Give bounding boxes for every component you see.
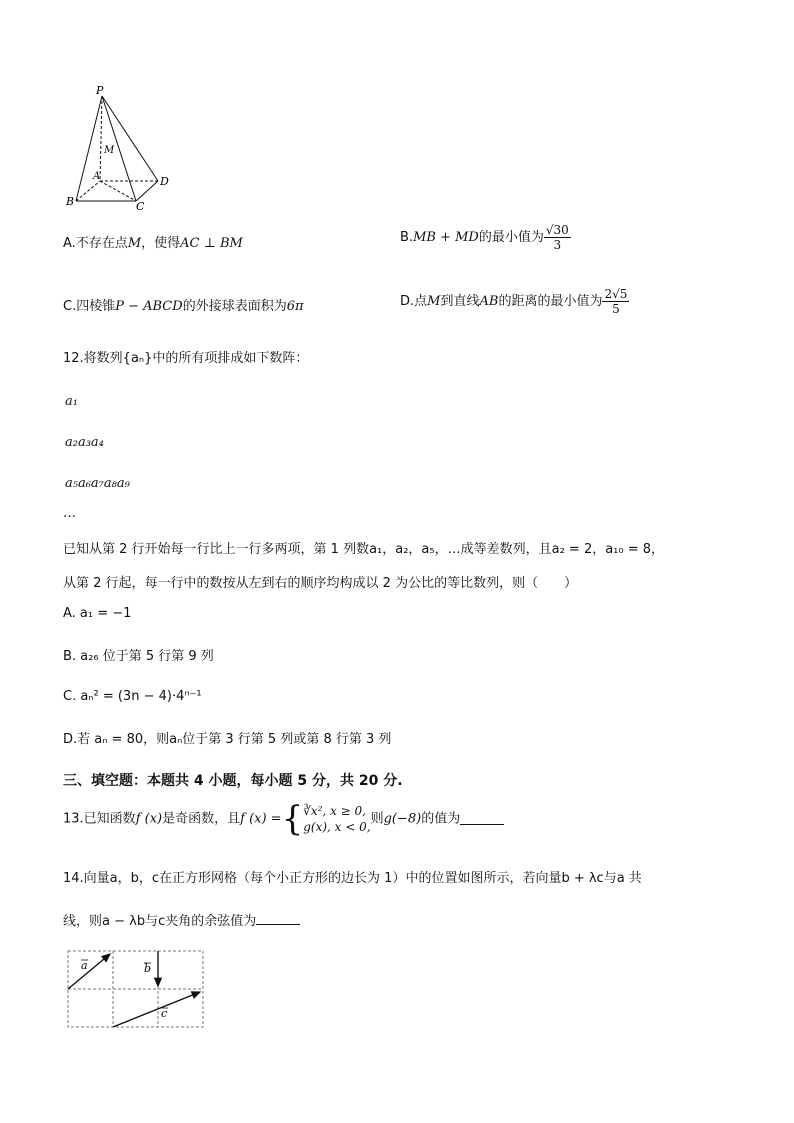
pyramid-figure <box>60 84 190 212</box>
q11-b-expr: MB + MD <box>413 230 479 245</box>
q11-d-den: 5 <box>612 302 620 316</box>
q12-row4: … <box>63 506 76 521</box>
q11-c-prefix: C.四棱锥 <box>63 299 116 314</box>
q12-option-d: D.若 aₙ = 80，则aₙ位于第 3 行第 5 列或第 8 行第 3 列 <box>63 732 392 747</box>
q11-option-b <box>400 224 571 251</box>
q13-case2: g(x), x < 0, <box>303 820 371 834</box>
q14-line1: 14.向量a，b，c在正方形网格（每个小正方形的边长为 1）中的位置如图所示，若向量b + λc与a 共 <box>63 871 642 886</box>
q13-answer-blank[interactable] <box>460 814 504 825</box>
label-B: B <box>66 195 75 208</box>
q13-mid: 是奇函数，且 <box>162 811 241 827</box>
label-D: D <box>160 175 169 188</box>
q11-c-expr: P − ABCD <box>115 299 183 314</box>
q11-option-c <box>63 300 304 313</box>
q12-stem: 12.将数列{aₙ}中的所有项排成如下数阵： <box>63 351 309 366</box>
vector-c-label: c <box>161 1007 168 1020</box>
q14-line2 <box>63 914 300 928</box>
vector-a-arrow <box>68 954 110 989</box>
q13-suffix: 则 <box>370 811 384 827</box>
q12-row2: a₂a₃a₄ <box>65 435 104 450</box>
q12-row3: a₅a₆a₇a₈a₉ <box>65 476 130 491</box>
q11-b-fraction <box>544 224 571 251</box>
q11-b-text: 的最小值为 <box>478 230 544 245</box>
q11-d-line: AB <box>479 294 499 309</box>
q13-prefix: 13.已知函数 <box>63 811 136 827</box>
q13-case1: ∛x², x ≥ 0, <box>303 804 366 818</box>
q12-condition2: 从第 2 行起，每一行中的数按从左到右的顺序均构成以 2 为公比的等比数列，则（ ） <box>63 576 578 591</box>
q13-brace: { <box>281 799 304 839</box>
q11-d-text: 的距离的最小值为 <box>498 294 603 309</box>
q13-cases <box>303 803 370 835</box>
label-A: A <box>93 171 101 182</box>
q11-d-mid: 到直线 <box>440 294 480 309</box>
q13-fx-def: f (x) = <box>240 811 282 827</box>
q11-a-point: M <box>127 236 142 251</box>
q14-answer-blank[interactable] <box>256 914 300 925</box>
q12-option-a: A. a₁ = −1 <box>63 606 132 621</box>
q11-c-text: 的外接球表面积为 <box>182 299 287 314</box>
q11-b-num: √30 <box>545 223 569 237</box>
q12-condition1: 已知从第 2 行开始每一行比上一行多两项，第 1 列数a₁，a₂，a₅，…成等差数列，且a₂ = 2，a₁₀ = 8， <box>63 542 665 557</box>
vector-b-label: b <box>144 962 152 975</box>
q12-option-c: C. aₙ² = (3n − 4)·4ⁿ⁻¹ <box>63 689 202 704</box>
vector-grid-figure <box>64 948 208 1032</box>
q11-a-text: A.不存在点 <box>63 236 128 251</box>
q14-line2-text: 线，则a − λb与c夹角的余弦值为 <box>63 914 257 929</box>
q13-fx: f (x) <box>135 811 163 827</box>
q11-a-relation: AC ⊥ BM <box>180 236 243 251</box>
q11-a-mid: ，使得 <box>141 236 181 251</box>
q13-tail: 的值为 <box>421 811 461 827</box>
q13-g: g(−8) <box>383 811 422 827</box>
q11-c-value: 6π <box>286 299 304 314</box>
label-C: C <box>136 200 145 212</box>
vector-a-label: a <box>81 959 88 972</box>
section-3-title: 三、填空题：本题共 4 小题，每小题 5 分，共 20 分. <box>63 773 403 789</box>
q11-option-d <box>400 288 629 315</box>
label-P: P <box>96 84 104 97</box>
q12-row1: a₁ <box>65 394 78 409</box>
q11-d-num: 2√5 <box>604 287 628 301</box>
q11-d-fraction <box>602 288 629 315</box>
q11-b-den: 3 <box>553 238 562 252</box>
q11-b-prefix: B. <box>400 230 414 245</box>
q11-option-a <box>63 237 243 250</box>
vector-c-arrow <box>113 992 200 1027</box>
q13 <box>63 799 504 839</box>
label-M: M <box>104 145 115 156</box>
q11-d-prefix: D.点 <box>400 294 428 309</box>
q11-d-point: M <box>427 294 441 309</box>
q12-option-b: B. a₂₆ 位于第 5 行第 9 列 <box>63 649 214 664</box>
